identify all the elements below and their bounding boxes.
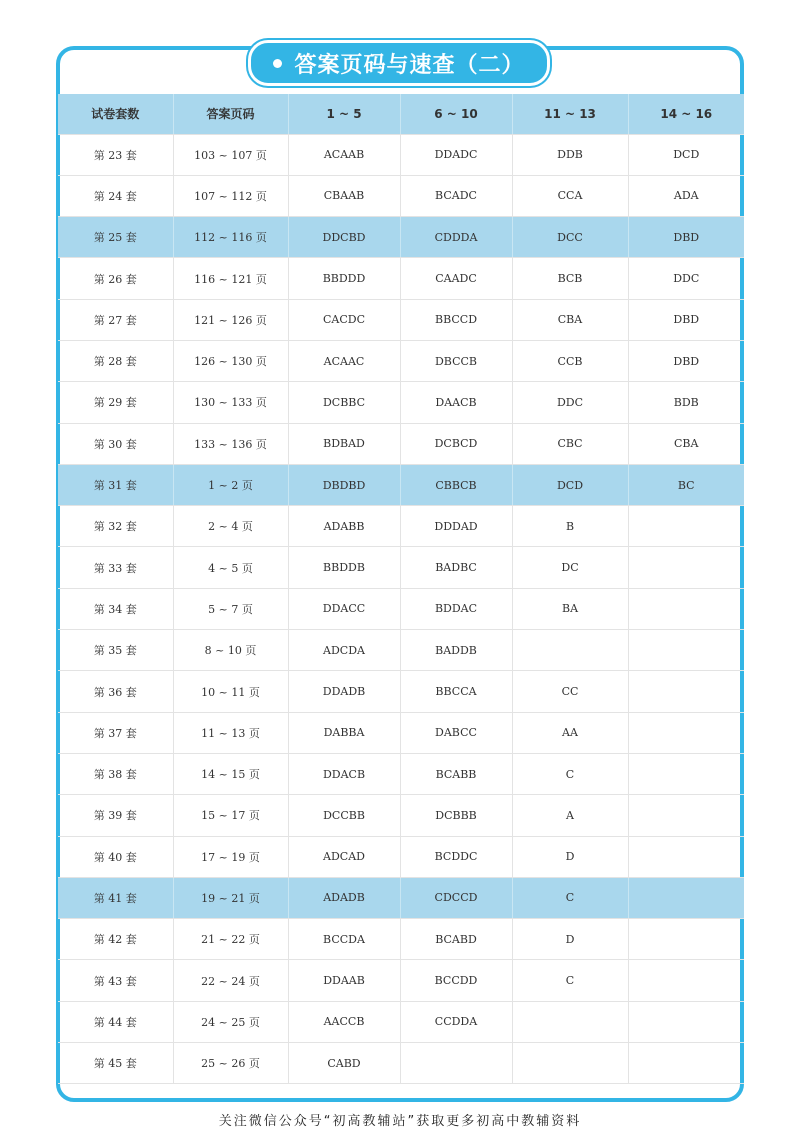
table-row bbox=[58, 795, 744, 836]
header-set: 试卷套数 bbox=[58, 94, 173, 134]
pages-cell: 21 ~ 22 页 bbox=[173, 919, 288, 960]
answers-6-10-cell: DAACB bbox=[400, 382, 512, 423]
answers-6-10-cell: DDADC bbox=[400, 134, 512, 175]
set-cell: 第 41 套 bbox=[58, 877, 173, 918]
table-row bbox=[58, 134, 744, 175]
answers-14-16-cell bbox=[628, 753, 744, 794]
table-row bbox=[58, 712, 744, 753]
answers-6-10-cell: DDDAD bbox=[400, 506, 512, 547]
header-pages: 答案页码 bbox=[173, 94, 288, 134]
answers-6-10-cell: BCADC bbox=[400, 175, 512, 216]
answers-1-5-cell: ACAAB bbox=[288, 134, 400, 175]
header-q6-10: 6 ~ 10 bbox=[400, 94, 512, 134]
set-cell: 第 42 套 bbox=[58, 919, 173, 960]
answers-11-13-cell: AA bbox=[512, 712, 628, 753]
answers-14-16-cell bbox=[628, 712, 744, 753]
answers-14-16-cell: DDC bbox=[628, 258, 744, 299]
answers-6-10-cell: BBCCA bbox=[400, 671, 512, 712]
answers-1-5-cell: BDBAD bbox=[288, 423, 400, 464]
answers-11-13-cell bbox=[512, 1043, 628, 1084]
pages-cell: 4 ~ 5 页 bbox=[173, 547, 288, 588]
set-cell: 第 34 套 bbox=[58, 588, 173, 629]
set-cell: 第 44 套 bbox=[58, 1001, 173, 1042]
pages-cell: 19 ~ 21 页 bbox=[173, 877, 288, 918]
set-cell: 第 33 套 bbox=[58, 547, 173, 588]
answers-6-10-cell: BCABB bbox=[400, 753, 512, 794]
answers-11-13-cell: BA bbox=[512, 588, 628, 629]
answers-11-13-cell: DCC bbox=[512, 217, 628, 258]
table-row bbox=[58, 464, 744, 505]
answers-14-16-cell bbox=[628, 1043, 744, 1084]
answers-1-5-cell: DBDBD bbox=[288, 464, 400, 505]
answers-11-13-cell: BCB bbox=[512, 258, 628, 299]
set-cell: 第 35 套 bbox=[58, 630, 173, 671]
answers-1-5-cell: BBDDB bbox=[288, 547, 400, 588]
answers-6-10-cell: DBCCB bbox=[400, 340, 512, 381]
set-cell: 第 36 套 bbox=[58, 671, 173, 712]
answers-11-13-cell: D bbox=[512, 836, 628, 877]
answers-6-10-cell: BDDAC bbox=[400, 588, 512, 629]
answers-1-5-cell: DCBBC bbox=[288, 382, 400, 423]
answers-6-10-cell: BADBC bbox=[400, 547, 512, 588]
table-row bbox=[58, 919, 744, 960]
answers-1-5-cell: ADADB bbox=[288, 877, 400, 918]
pages-cell: 2 ~ 4 页 bbox=[173, 506, 288, 547]
answers-6-10-cell: BCABD bbox=[400, 919, 512, 960]
pages-cell: 10 ~ 11 页 bbox=[173, 671, 288, 712]
table-row bbox=[58, 753, 744, 794]
answers-1-5-cell: BCCDA bbox=[288, 919, 400, 960]
answers-6-10-cell: BBCCD bbox=[400, 299, 512, 340]
answers-1-5-cell: ADCAD bbox=[288, 836, 400, 877]
answers-6-10-cell: DCBCD bbox=[400, 423, 512, 464]
answers-14-16-cell: DBD bbox=[628, 340, 744, 381]
answers-6-10-cell: CAADC bbox=[400, 258, 512, 299]
table-row bbox=[58, 340, 744, 381]
table-row bbox=[58, 423, 744, 464]
answers-14-16-cell bbox=[628, 588, 744, 629]
set-cell: 第 31 套 bbox=[58, 464, 173, 505]
answers-1-5-cell: DDACB bbox=[288, 753, 400, 794]
answers-11-13-cell: DCD bbox=[512, 464, 628, 505]
pages-cell: 22 ~ 24 页 bbox=[173, 960, 288, 1001]
answers-14-16-cell: DCD bbox=[628, 134, 744, 175]
table-row bbox=[58, 588, 744, 629]
table-row bbox=[58, 382, 744, 423]
answers-14-16-cell bbox=[628, 671, 744, 712]
pages-cell: 103 ~ 107 页 bbox=[173, 134, 288, 175]
set-cell: 第 27 套 bbox=[58, 299, 173, 340]
table-header-row bbox=[58, 94, 744, 134]
answers-1-5-cell: BBDDD bbox=[288, 258, 400, 299]
title-badge bbox=[248, 40, 550, 86]
table-row bbox=[58, 547, 744, 588]
pages-cell: 130 ~ 133 页 bbox=[173, 382, 288, 423]
pages-cell: 116 ~ 121 页 bbox=[173, 258, 288, 299]
set-cell: 第 40 套 bbox=[58, 836, 173, 877]
bullet-dot-icon bbox=[273, 59, 282, 68]
table-row bbox=[58, 671, 744, 712]
answers-11-13-cell: CBA bbox=[512, 299, 628, 340]
set-cell: 第 26 套 bbox=[58, 258, 173, 299]
answers-1-5-cell: DABBA bbox=[288, 712, 400, 753]
pages-cell: 25 ~ 26 页 bbox=[173, 1043, 288, 1084]
answers-6-10-cell: BCCDD bbox=[400, 960, 512, 1001]
answers-1-5-cell: DDCBD bbox=[288, 217, 400, 258]
pages-cell: 17 ~ 19 页 bbox=[173, 836, 288, 877]
set-cell: 第 45 套 bbox=[58, 1043, 173, 1084]
table-row bbox=[58, 506, 744, 547]
answers-14-16-cell bbox=[628, 836, 744, 877]
answers-11-13-cell: D bbox=[512, 919, 628, 960]
pages-cell: 112 ~ 116 页 bbox=[173, 217, 288, 258]
answers-11-13-cell: C bbox=[512, 877, 628, 918]
set-cell: 第 25 套 bbox=[58, 217, 173, 258]
set-cell: 第 39 套 bbox=[58, 795, 173, 836]
table-row bbox=[58, 960, 744, 1001]
answers-14-16-cell bbox=[628, 506, 744, 547]
table-row bbox=[58, 877, 744, 918]
answers-14-16-cell: DBD bbox=[628, 217, 744, 258]
answers-14-16-cell: BC bbox=[628, 464, 744, 505]
answers-14-16-cell bbox=[628, 960, 744, 1001]
pages-cell: 1 ~ 2 页 bbox=[173, 464, 288, 505]
pages-cell: 133 ~ 136 页 bbox=[173, 423, 288, 464]
answers-11-13-cell: DDC bbox=[512, 382, 628, 423]
table-row bbox=[58, 175, 744, 216]
table-row bbox=[58, 299, 744, 340]
answers-14-16-cell: ADA bbox=[628, 175, 744, 216]
answers-11-13-cell: CCB bbox=[512, 340, 628, 381]
table-row bbox=[58, 630, 744, 671]
answers-11-13-cell bbox=[512, 1001, 628, 1042]
answers-6-10-cell: CBBCB bbox=[400, 464, 512, 505]
answers-14-16-cell bbox=[628, 795, 744, 836]
pages-cell: 15 ~ 17 页 bbox=[173, 795, 288, 836]
set-cell: 第 32 套 bbox=[58, 506, 173, 547]
answers-1-5-cell: DDADB bbox=[288, 671, 400, 712]
answers-11-13-cell: C bbox=[512, 960, 628, 1001]
set-cell: 第 24 套 bbox=[58, 175, 173, 216]
pages-cell: 126 ~ 130 页 bbox=[173, 340, 288, 381]
answers-6-10-cell: CCDDA bbox=[400, 1001, 512, 1042]
answers-6-10-cell bbox=[400, 1043, 512, 1084]
answers-14-16-cell bbox=[628, 547, 744, 588]
answers-1-5-cell: AACCB bbox=[288, 1001, 400, 1042]
set-cell: 第 23 套 bbox=[58, 134, 173, 175]
header-q14-16: 14 ~ 16 bbox=[628, 94, 744, 134]
set-cell: 第 38 套 bbox=[58, 753, 173, 794]
footer-note: 关注微信公众号“初高教辅站”获取更多初高中教辅资料 bbox=[218, 1114, 582, 1129]
pages-cell: 121 ~ 126 页 bbox=[173, 299, 288, 340]
answers-6-10-cell: BADDB bbox=[400, 630, 512, 671]
answers-6-10-cell: DCBBB bbox=[400, 795, 512, 836]
answers-14-16-cell bbox=[628, 877, 744, 918]
pages-cell: 5 ~ 7 页 bbox=[173, 588, 288, 629]
pages-cell: 24 ~ 25 页 bbox=[173, 1001, 288, 1042]
answers-14-16-cell bbox=[628, 630, 744, 671]
answers-11-13-cell: DC bbox=[512, 547, 628, 588]
answers-1-5-cell: CBAAB bbox=[288, 175, 400, 216]
answers-1-5-cell: ADCDA bbox=[288, 630, 400, 671]
answers-14-16-cell: DBD bbox=[628, 299, 744, 340]
table-body bbox=[58, 134, 744, 1084]
answer-table bbox=[58, 94, 744, 1084]
answers-1-5-cell: CACDC bbox=[288, 299, 400, 340]
set-cell: 第 28 套 bbox=[58, 340, 173, 381]
table-row bbox=[58, 217, 744, 258]
answers-11-13-cell: DDB bbox=[512, 134, 628, 175]
answers-6-10-cell: CDDDA bbox=[400, 217, 512, 258]
table-row bbox=[58, 1001, 744, 1042]
answers-1-5-cell: ACAAC bbox=[288, 340, 400, 381]
answers-11-13-cell: CC bbox=[512, 671, 628, 712]
answers-6-10-cell: CDCCD bbox=[400, 877, 512, 918]
pages-cell: 11 ~ 13 页 bbox=[173, 712, 288, 753]
answers-1-5-cell: DDACC bbox=[288, 588, 400, 629]
set-cell: 第 37 套 bbox=[58, 712, 173, 753]
page-title: 答案页码与速查（二） bbox=[294, 52, 525, 78]
header-q1-5: 1 ~ 5 bbox=[288, 94, 400, 134]
answers-11-13-cell: CCA bbox=[512, 175, 628, 216]
table-row bbox=[58, 1043, 744, 1084]
answers-14-16-cell: CBA bbox=[628, 423, 744, 464]
answers-6-10-cell: DABCC bbox=[400, 712, 512, 753]
pages-cell: 8 ~ 10 页 bbox=[173, 630, 288, 671]
pages-cell: 14 ~ 15 页 bbox=[173, 753, 288, 794]
set-cell: 第 43 套 bbox=[58, 960, 173, 1001]
answers-14-16-cell bbox=[628, 919, 744, 960]
answers-1-5-cell: CABD bbox=[288, 1043, 400, 1084]
answers-14-16-cell bbox=[628, 1001, 744, 1042]
table-row bbox=[58, 258, 744, 299]
answers-14-16-cell: BDB bbox=[628, 382, 744, 423]
answers-11-13-cell: A bbox=[512, 795, 628, 836]
answers-11-13-cell: C bbox=[512, 753, 628, 794]
set-cell: 第 29 套 bbox=[58, 382, 173, 423]
pages-cell: 107 ~ 112 页 bbox=[173, 175, 288, 216]
answers-1-5-cell: ADABB bbox=[288, 506, 400, 547]
header-q11-13: 11 ~ 13 bbox=[512, 94, 628, 134]
answers-11-13-cell: CBC bbox=[512, 423, 628, 464]
answers-1-5-cell: DCCBB bbox=[288, 795, 400, 836]
answers-6-10-cell: BCDDC bbox=[400, 836, 512, 877]
answers-11-13-cell bbox=[512, 630, 628, 671]
answers-1-5-cell: DDAAB bbox=[288, 960, 400, 1001]
answers-11-13-cell: B bbox=[512, 506, 628, 547]
set-cell: 第 30 套 bbox=[58, 423, 173, 464]
table-row bbox=[58, 836, 744, 877]
